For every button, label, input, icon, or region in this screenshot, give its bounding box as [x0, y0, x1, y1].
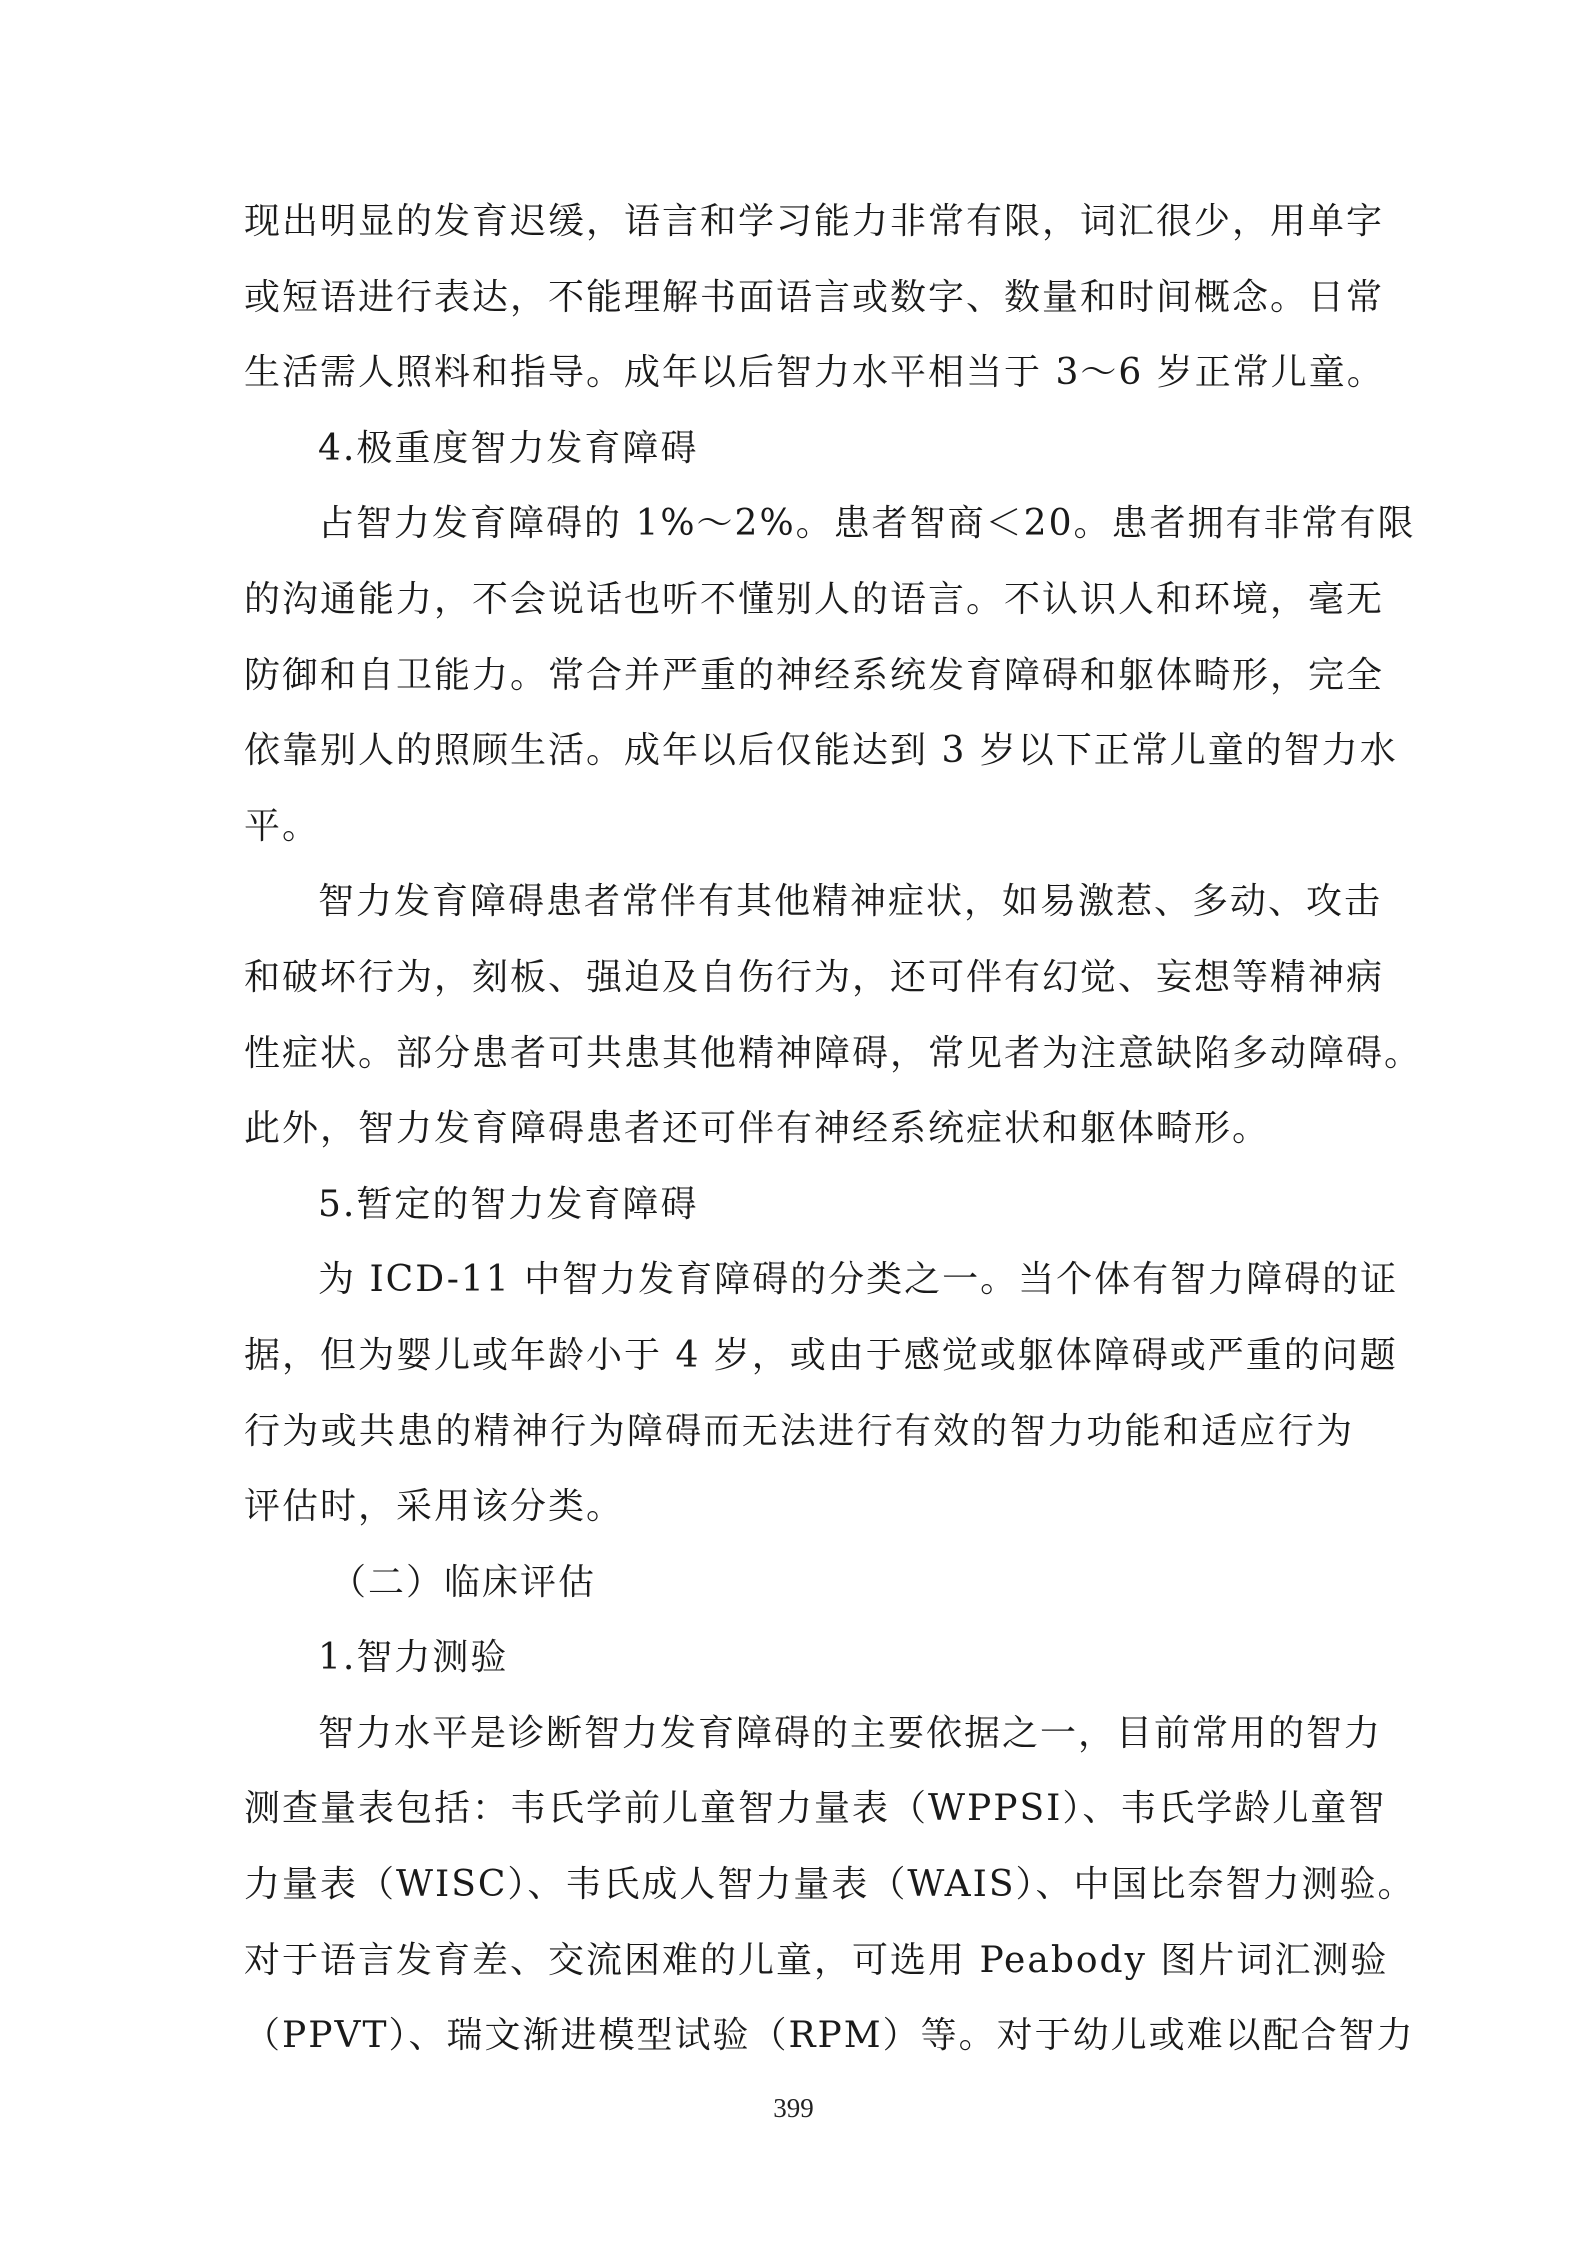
- text-line: 平。: [244, 805, 321, 847]
- text-line: 力量表（WISC）、韦氏成人智力量表（WAIS）、中国比奈智力测验。: [244, 1864, 1416, 1906]
- text-line: 评估时，采用该分类。: [244, 1486, 625, 1528]
- text-line: 或短语进行表达，不能理解书面语言或数字、数量和时间概念。日常: [244, 276, 1385, 318]
- section-heading-clinical-assessment: （二）临床评估: [330, 1561, 597, 1603]
- text-line: 生活需人照料和指导。成年以后智力水平相当于 3～6 岁正常儿童。: [244, 352, 1385, 394]
- body-text: [244, 184, 1423, 2074]
- text-line: 智力发育障碍患者常伴有其他精神症状，如易激惹、多动、攻击: [318, 881, 1383, 923]
- page-number: 399: [773, 2093, 814, 2123]
- text-line: 此外，智力发育障碍患者还可伴有神经系统症状和躯体畸形。: [244, 1108, 1271, 1150]
- section-heading-profound: 4.极重度智力发育障碍: [318, 427, 699, 469]
- text-line: 行为或共患的精神行为障碍而无法进行有效的智力功能和适应行为: [244, 1410, 1354, 1452]
- text-line: 现出明显的发育迟缓，语言和学习能力非常有限，词汇很少，用单字: [244, 201, 1385, 242]
- text-line: 测查量表包括：韦氏学前儿童智力量表（WPPSI）、韦氏学龄儿童智: [244, 1788, 1387, 1830]
- text-line: 为 ICD-11 中智力发育障碍的分类之一。当个体有智力障碍的证: [318, 1259, 1399, 1301]
- section-heading-provisional: 5.暂定的智力发育障碍: [318, 1183, 699, 1225]
- text-line: 智力水平是诊断智力发育障碍的主要依据之一，目前常用的智力: [318, 1712, 1383, 1754]
- text-line: 依靠别人的照顾生活。成年以后仅能达到 3 岁以下正常儿童的智力水: [244, 730, 1398, 772]
- text-line: 的沟通能力，不会说话也听不懂别人的语言。不认识人和环境，毫无: [244, 578, 1385, 620]
- text-line: （PPVT）、瑞文渐进模型试验（RPM）等。对于幼儿或难以配合智力: [244, 2015, 1415, 2057]
- text-line: 防御和自卫能力。常合并严重的神经系统发育障碍和躯体畸形，完全: [244, 654, 1385, 696]
- text-line: 和破坏行为，刻板、强迫及自伤行为，还可伴有幻觉、妄想等精神病: [244, 956, 1385, 998]
- text-line: 占智力发育障碍的 1%～2%。患者智商＜20。患者拥有非常有限: [318, 503, 1416, 545]
- text-line: 性症状。部分患者可共患其他精神障碍，常见者为注意缺陷多动障碍。: [244, 1032, 1423, 1074]
- text-line: 对于语言发育差、交流困难的儿童，可选用 Peabody 图片词汇测验: [244, 1939, 1389, 1981]
- section-heading-intelligence-test: 1.智力测验: [318, 1637, 509, 1679]
- text-line: 据，但为婴儿或年龄小于 4 岁，或由于感觉或躯体障碍或严重的问题: [244, 1334, 1398, 1376]
